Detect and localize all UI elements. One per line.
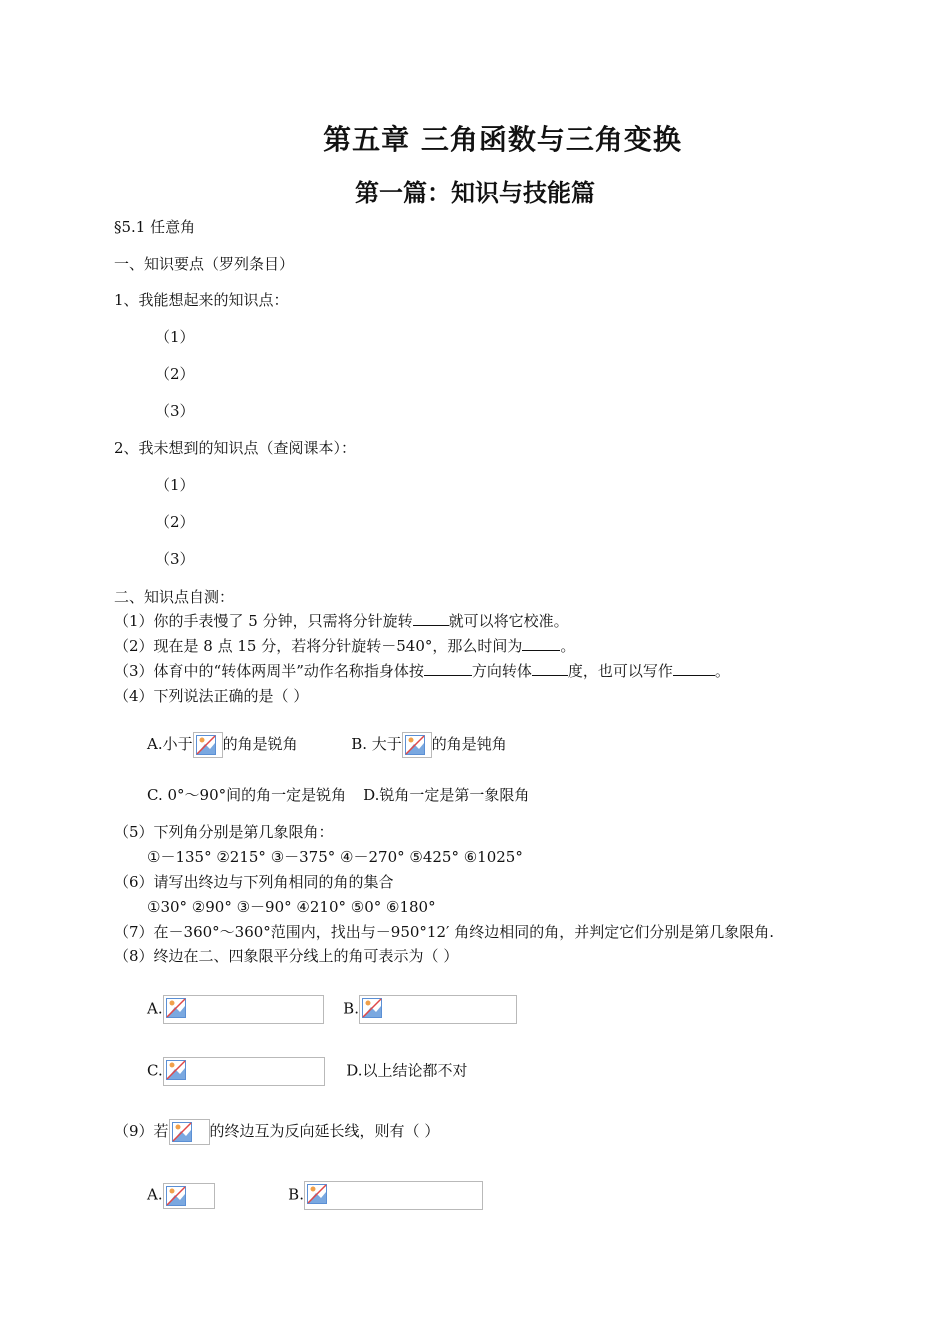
p3-text-c: 度，也可以写作 [567,662,673,680]
broken-image-icon [163,1057,325,1086]
p8-options-c-d: C. D.以上结论都不对 [147,1057,468,1086]
problem-9: （9）若 的终边互为反向延长线，则有（ ） [114,1119,439,1145]
problem-5: （5）下列角分别是第几象限角： [114,823,334,841]
q1-item-2: （2） [155,365,195,383]
broken-image-icon [169,1119,210,1145]
p3-text-a: （3）体育中的“转体两周半”动作名称指身体按 [114,662,424,680]
answer-blank [424,661,472,676]
p1-text-b: 就可以将它校准。 [448,612,569,630]
p6-items: ①30° ②90° ③－90° ④210° ⑤0° ⑥180° [147,898,436,916]
problem-3 [114,661,730,681]
p4-option-d: D.锐角一定是第一象限角 [363,786,530,804]
p8-option-d: D.以上结论都不对 [346,1061,468,1080]
question-2: 2、我未想到的知识点（查阅课本）： [114,439,357,457]
broken-image-icon [163,1183,215,1209]
q1-item-3: （3） [155,402,195,420]
p9-options: A. B. [147,1181,483,1210]
problem-8: （8）终边在二、四象限平分线上的角可表示为（ ） [114,947,459,965]
p2-text-a: （2）现在是 8 点 15 分，若将分针旋转－540°，那么时间为 [114,637,523,655]
problem-4: （4）下列说法正确的是（ ） [114,687,309,705]
p1-text-a: （1）你的手表慢了 5 分钟，只需将分针旋转 [114,612,413,630]
q2-item-2: （2） [155,513,195,531]
q1-item-1: （1） [155,328,195,346]
q2-item-3: （3） [155,550,195,568]
broken-image-icon [402,732,432,758]
problem-1 [114,611,569,631]
p4-option-c: C. 0°～90°间的角一定是锐角 [147,786,347,804]
answer-blank [413,611,449,626]
broken-image-icon [304,1181,483,1210]
p8-options-a-b: A. B. [147,995,517,1024]
broken-image-icon [359,995,517,1024]
broken-image-icon [193,732,223,758]
answer-blank [522,636,560,651]
chapter-title: 第五章 三角函数与三角变换 [323,123,682,156]
part1-heading: 一、知识要点（罗列条目） [114,255,295,273]
answer-blank [673,661,715,676]
section-heading: §5.1 任意角 [114,218,196,236]
problem-7: （7）在－360°～360°范围内，找出与－950°12′ 角终边相同的角，并判定它们分别是第几象限角. [114,923,774,941]
p4-option-c-d [147,785,529,805]
answer-blank [532,661,568,676]
section-subtitle: 第一篇：知识与技能篇 [355,179,595,207]
p3-text-b: 方向转体 [471,662,532,680]
problem-2 [114,636,575,656]
p4-option-a: A.小于 的角是锐角 B. 大于 的角是钝角 [147,732,507,758]
broken-image-icon [163,995,324,1024]
part2-heading: 二、知识点自测： [114,588,235,606]
q2-item-1: （1） [155,476,195,494]
p2-text-b: 。 [560,637,576,655]
p3-text-d: 。 [714,662,730,680]
problem-6: （6）请写出终边与下列角相同的角的集合 [114,873,394,891]
p5-items: ①－135° ②215° ③－375° ④－270° ⑤425° ⑥1025° [147,848,523,866]
question-1: 1、我能想起来的知识点： [114,291,289,309]
